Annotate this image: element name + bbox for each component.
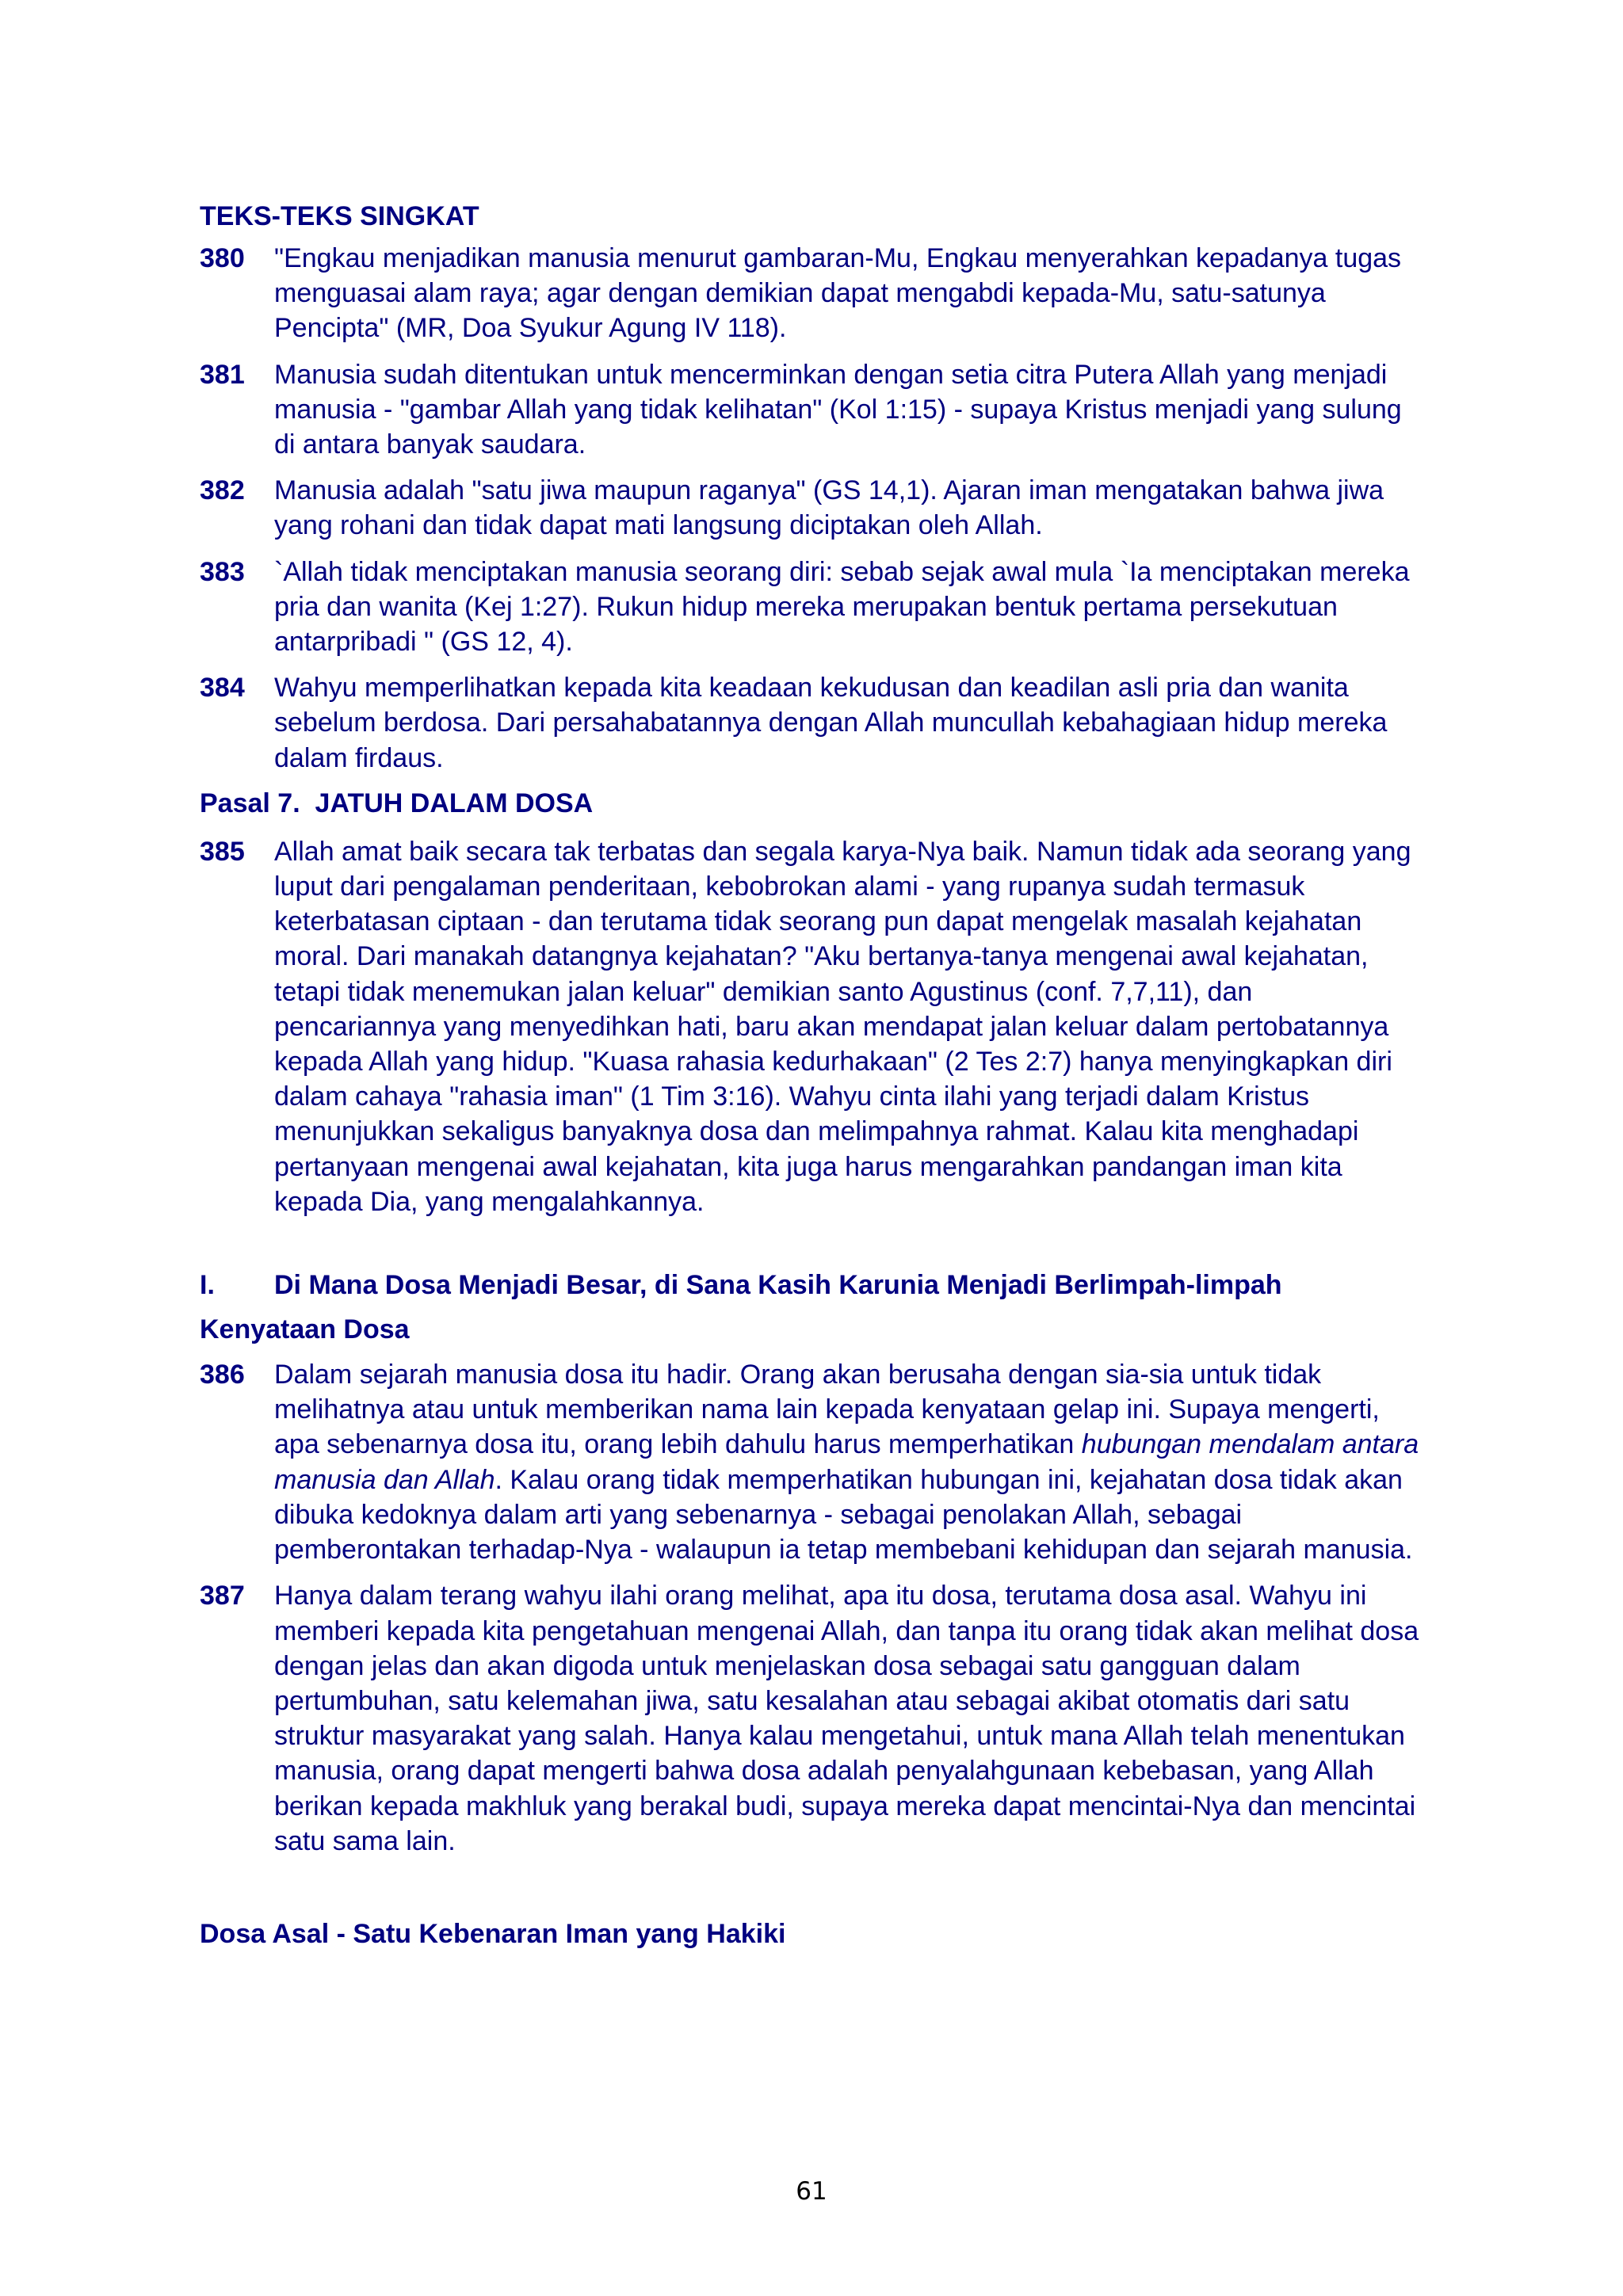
paragraph-385 — [200, 834, 1420, 1219]
paragraph-number: 384 — [200, 673, 245, 704]
paragraph-number: 382 — [200, 475, 245, 506]
paragraph-386 — [200, 1357, 1420, 1567]
section-heading-text: Di Mana Dosa Menjadi Besar, di Sana Kasih Karunia Menjadi Berlimpah-limpah — [274, 1270, 1282, 1301]
paragraph-number: 380 — [200, 243, 245, 273]
page-number: 61 — [796, 2177, 827, 2206]
section-title: TEKS-TEKS SINGKAT — [200, 201, 479, 231]
paragraph-number: 387 — [200, 1581, 245, 1611]
paragraph-383 — [200, 555, 1420, 660]
paragraph-380 — [200, 241, 1420, 346]
paragraph-number: 383 — [200, 556, 245, 587]
paragraph-384 — [200, 670, 1420, 776]
paragraph-text — [274, 1357, 1420, 1567]
paragraph-text: "Engkau menjadikan manusia menurut gambaran-Mu, Engkau menyerahkan kepadanya tugas menguasai alam raya; agar dengan demikian dapat mengabdi kepada-Mu, satu-satunya Pencipta" (MR, Doa Syukur Agung IV 118). — [274, 243, 1402, 344]
subsection-title-dosa-asal: Dosa Asal - Satu Kebenaran Iman yang Hakiki — [200, 1918, 786, 1949]
paragraph-text: Wahyu memperlihatkan kepada kita keadaan kekudusan dan keadilan asli pria dan wanita sebelum berdosa. Dari persahabatannya dengan Allah muncullah kebahagiaan hidup mereka dalam firdaus. — [274, 673, 1388, 773]
paragraph-text: Manusia adalah "satu jiwa maupun raganya" (GS 14,1). Ajaran iman mengatakan bahwa jiwa yang rohani dan tidak dapat mati langsung diciptakan oleh Allah. — [274, 475, 1384, 541]
paragraph-387 — [200, 1578, 1420, 1859]
paragraph-text: Allah amat baik secara tak terbatas dan segala karya-Nya baik. Namun tidak ada seorang yang luput dari pengalaman penderitaan, kebobrokan alami - yang rupanya sudah termasuk keterbatasan ciptaan - dan terutama tidak seorang pun dapat mengelak masalah kejahatan moral. Dari manakah datangnya kejahatan? "Aku bertanya-tanya mengenai awal kejahatan, tetapi tidak menemukan jalan keluar" demikian santo Agustinus (conf. 7,7,11), dan pencariannya yang menyedihkan hati, baru akan mendapat jalan keluar dalam pertobatannya kepada Allah yang hidup. "Kuasa rahasia kedurhakaan" (2 Tes 2:7) hanya menyingkapkan diri dalam cahaya "rahasia iman" (1 Tim 3:16). Wahyu cinta ilahi yang terjadi dalam Kristus menunjukkan sekaligus banyaknya dosa dan melimpahnya rahmat. Kalau kita menghadapi pertanyaan mengenai awal kejahatan, kita juga harus mengarahkan pandangan iman kita kepada Dia, yang mengalahkannya. — [274, 836, 1411, 1217]
section-heading-I — [200, 1268, 1420, 1302]
paragraph-number: 385 — [200, 836, 245, 867]
paragraph-text: Hanya dalam terang wahyu ilahi orang melihat, apa itu dosa, terutama dosa asal. Wahyu ini memberi kepada kita pengetahuan mengenai Allah, dan tanpa itu orang tidak akan melihat dosa dengan jelas dan akan digoda untuk menjelaskan dosa sebagai satu gangguan dalam pertumbuhan, satu kelemahan jiwa, satu kesalahan atau sebagai akibat otomatis dari satu struktur masyarakat yang salah. Hanya kalau mengetahui, untuk mana Allah telah menentukan manusia, orang dapat mengerti bahwa dosa adalah penyalahgunaan kebebasan, yang Allah berikan kepada makhluk yang berakal budi, supaya mereka dapat mencintai-Nya dan mencintai satu sama lain. — [274, 1581, 1419, 1856]
short-texts-list — [200, 241, 1420, 776]
document-page — [200, 200, 1420, 1951]
section-numeral: I. — [200, 1270, 215, 1301]
paragraph-text: Manusia sudah ditentukan untuk mencerminkan dengan setia citra Putera Allah yang menjadi manusia - "gambar Allah yang tidak kelihatan" (Kol 1:15) - supaya Kristus menjadi yang sulung di antara banyak saudara. — [274, 359, 1402, 460]
paragraph-text: `Allah tidak menciptakan manusia seorang diri: sebab sejak awal mula `Ia menciptakan mereka pria dan wanita (Kej 1:27). Rukun hidup mereka merupakan bentuk pertama persekutuan antarpribadi " (GS 12, 4). — [274, 556, 1410, 658]
paragraph-number: 386 — [200, 1360, 245, 1390]
paragraph-381 — [200, 357, 1420, 463]
subsection-title-kenyataan: Kenyataan Dosa — [200, 1314, 410, 1345]
paragraph-382 — [200, 473, 1420, 543]
paragraph-number: 381 — [200, 359, 245, 390]
chapter-title: Pasal 7. JATUH DALAM DOSA — [200, 788, 594, 818]
text-segment: . Kalau orang tidak memperhatikan hubungan ini, kejahatan dosa tidak akan dibuka kedoknya dalam arti yang sebenarnya - sebagai penolakan Allah, sebagai pemberontakan terhadap-Nya - walaupun ia tetap membebani kehidupan dan sejarah manusia. — [274, 1464, 1413, 1566]
italic-phrase: hubungan mendalam antara manusia dan Allah — [274, 1429, 1419, 1495]
text-segment: Dalam sejarah manusia dosa itu hadir. Orang akan berusaha dengan sia-sia untuk tidak melihatnya atau untuk memberikan nama lain kepada kenyataan gelap ini. Supaya mengerti, apa sebenarnya dosa itu, orang lebih dahulu harus memperhatikan — [274, 1360, 1380, 1460]
